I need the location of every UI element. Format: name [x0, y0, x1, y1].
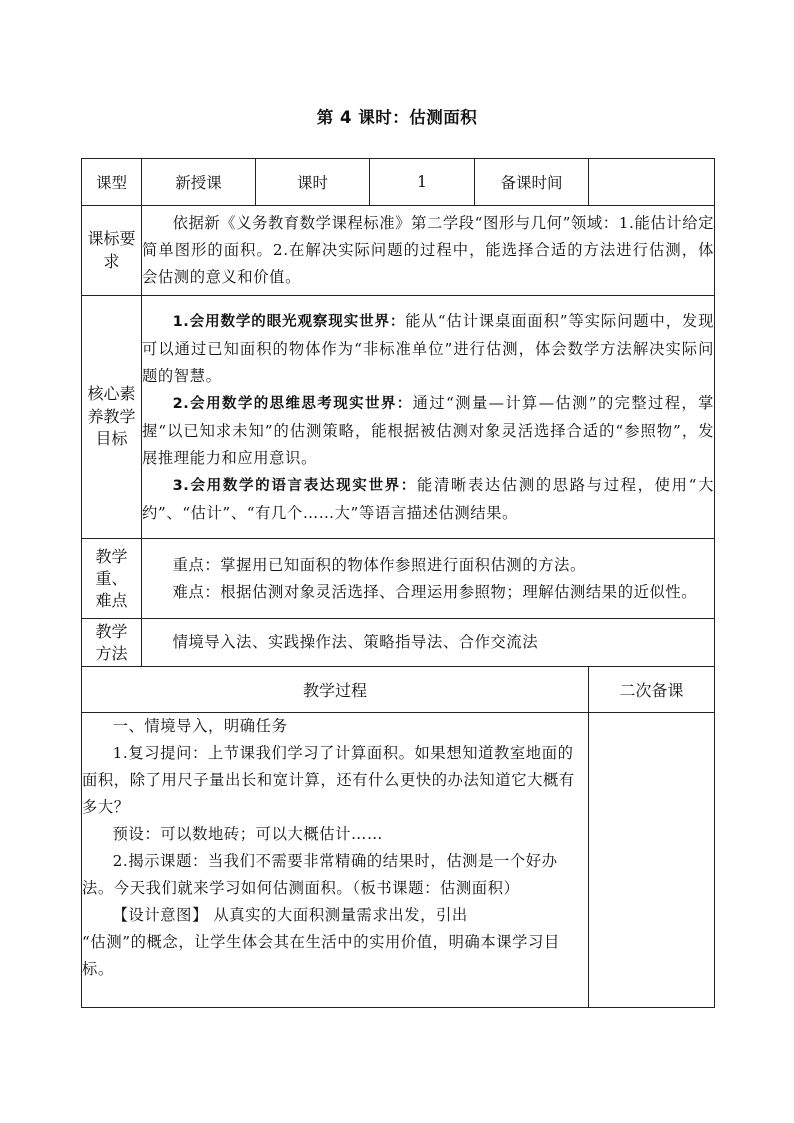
prep-time-value: [589, 159, 715, 206]
methods-content: [142, 619, 715, 667]
key-points-label-line2: 重、: [95, 568, 128, 588]
hours-value: 1: [370, 159, 475, 206]
literacy-item-3-text: 能清晰表达估测的思路与过程，使用“大约”、“估计”、“有几个……大”等语言描述估测结果。: [142, 475, 714, 522]
process-header: 教学过程: [82, 667, 589, 713]
process-header-row: [82, 667, 715, 713]
key-point-text: 重点：掌握用已知面积的物体作参照进行面积估测的方法。: [172, 555, 586, 574]
literacy-item-1-text: 能从“估计课桌面面积”等实际问题中，发现可以通过已知面积的物体作为“非标准单位”进行估测，体会数学方法解决实际问题的智慧。: [142, 311, 714, 385]
literacy-item-3-title: 3.会用数学的语言表达现实世界：: [172, 477, 417, 494]
lesson-plan-table: [81, 158, 715, 1008]
literacy-row: [82, 296, 715, 539]
hours-label: 课时: [256, 159, 370, 206]
literacy-content: [142, 296, 715, 539]
process-row: [82, 713, 715, 1008]
process-content: [82, 713, 589, 1008]
curriculum-content: [142, 206, 715, 296]
key-points-label-line1: 教学: [95, 546, 128, 566]
curriculum-text: 依据新《义务教育数学课程标准》第二学段“图形与几何”领域：1.能估计给定简单图形的面积。2.在解决实际问题的过程中，能选择合适的方法进行估测，体会估测的意义和价值。: [142, 214, 714, 286]
key-points-label: [82, 539, 142, 619]
process-paragraph: 1.复习提问：上节课我们学习了计算面积。如果想知道教室地面的面积，除了用尺子量出长和宽计算，还有什么更快的办法知道它大概有多大？: [82, 744, 575, 816]
type-label: 课型: [82, 159, 142, 206]
info-row: [82, 159, 715, 206]
literacy-item-1-title: 1.会用数学的眼光观察现实世界：: [172, 313, 406, 330]
key-points-row: [82, 539, 715, 619]
second-prep-cell: [589, 713, 715, 1008]
process-paragraph: 预设：可以数地砖；可以大概估计……: [112, 825, 383, 843]
literacy-item-3: [142, 472, 714, 527]
methods-row: [82, 619, 715, 667]
methods-label: [82, 619, 142, 667]
methods-label-line1: 教学: [95, 621, 128, 641]
process-paragraph: 2.揭示课题：当我们不需要非常精确的结果时，估测是一个好办法。今天我们就来学习如何估测面积。（板书课题：估测面积）: [82, 852, 558, 897]
type-value: 新授课: [142, 159, 256, 206]
curriculum-row: [82, 206, 715, 296]
page-title: 第 4 课时：估测面积: [316, 108, 478, 127]
curriculum-label: 课标要求: [82, 206, 142, 296]
difficult-point-text: 难点：根据估测对象灵活选择、合理运用参照物；理解估测结果的近似性。: [172, 582, 698, 601]
prep-time-label: 备课时间: [475, 159, 589, 206]
literacy-item-2-title: 2.会用数学的思维思考现实世界：: [172, 395, 413, 412]
literacy-label: 核心素养教学目标: [82, 296, 142, 539]
literacy-item-2-text: 通过“测量—计算—估测”的完整过程，掌握“以已知求未知”的估测策略，能根据被估测对象灵活选择合适的“参照物”，发展推理能力和应用意识。: [142, 393, 715, 467]
literacy-item-1: [142, 308, 714, 390]
key-points-label-line3: 难点: [95, 590, 128, 610]
key-points-content: [142, 539, 715, 619]
second-prep-header: 二次备课: [589, 667, 715, 713]
methods-label-line2: 方法: [95, 643, 128, 663]
process-section-heading: 一、情境导入，明确任务: [112, 717, 288, 735]
methods-text: 情境导入法、实践操作法、策略指导法、合作交流法: [172, 633, 539, 651]
literacy-item-2: [142, 390, 714, 472]
design-intent-text: “估测”的概念，让学生体会其在生活中的实用价值，明确本课学习目标。: [82, 933, 560, 978]
design-intent-heading: 【设计意图】 从真实的大面积测量需求出发，引出: [112, 906, 468, 924]
